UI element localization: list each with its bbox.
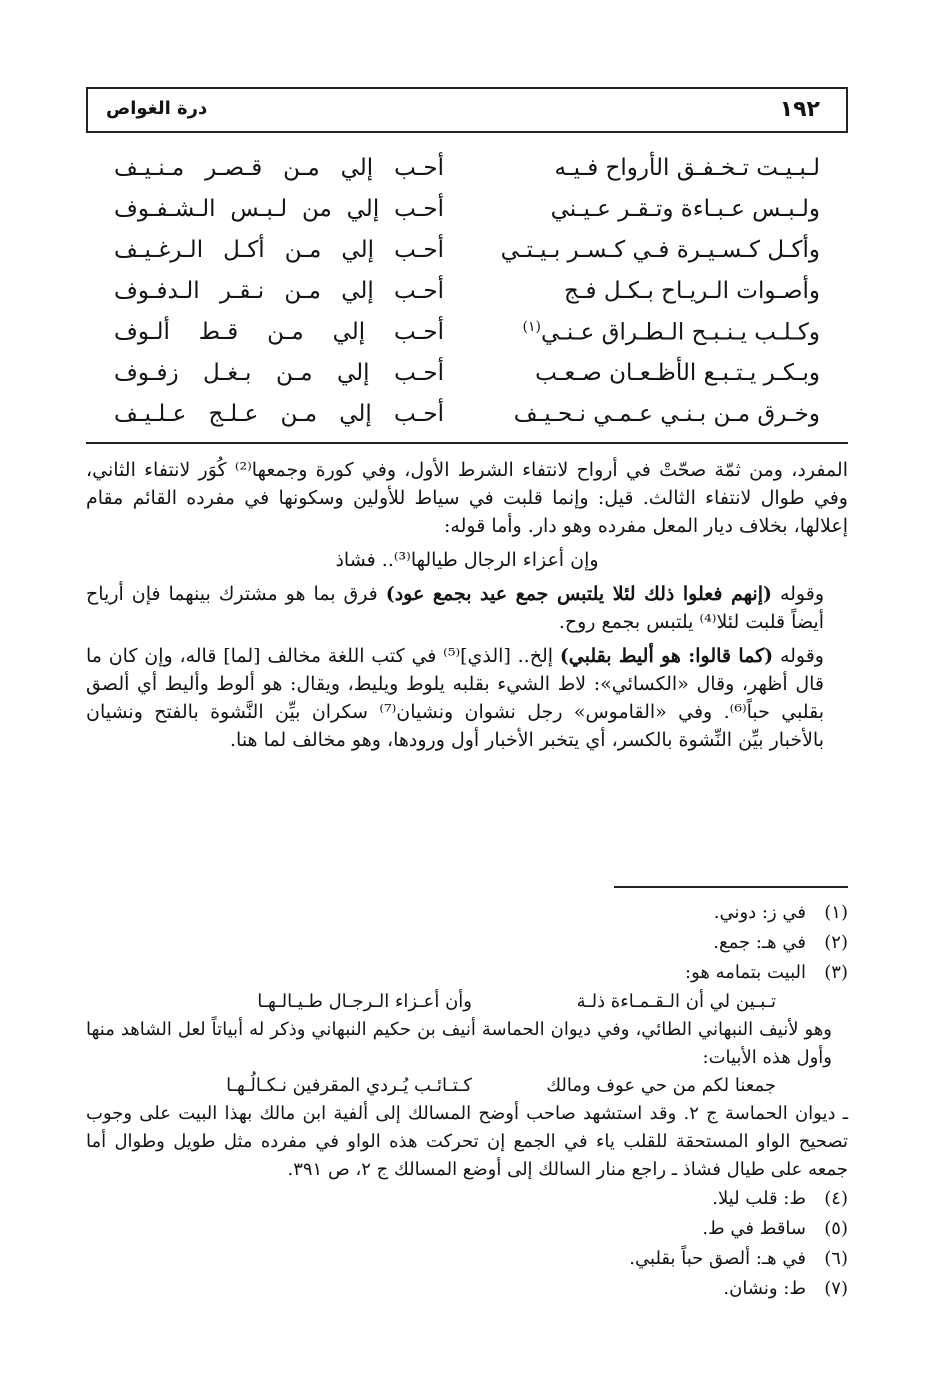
poem-verse: [100, 196, 830, 237]
paragraph-lead: وقوله: [779, 645, 824, 667]
verse-text: وكـلـب يـنـبـح الـطـراق عـنـي: [541, 319, 820, 346]
paragraph: [86, 580, 848, 636]
paragraph-text: فرق بما هو مشترك بينهما فإن أرياح أيضاً قلبت لئلا⁽⁴⁾ يلتبس بجمع روح.: [86, 583, 824, 633]
footnote: [86, 928, 848, 958]
footnote: [86, 958, 848, 988]
footnote: [86, 1244, 848, 1274]
footnote-number: (٥): [824, 1218, 848, 1239]
running-title: درة الغواص: [106, 98, 208, 119]
quoted-verse: وإن أعزاء الرجال طيالها⁽³⁾.. فشاذ: [335, 549, 599, 571]
poem-verse: [100, 237, 830, 278]
quoted-phrase: (كما قالوا: هو أليط بقلبي): [559, 645, 774, 667]
verse-first-hemistich: وبـكـر يـتـبـع الأظـعـان صـعـب: [535, 360, 820, 386]
verse-second-hemistich: أحـب إلي مـن قـط ألـوف: [114, 319, 444, 345]
page-header: [86, 87, 848, 133]
verse-first-hemistich: وأصـوات الـريـاح بـكـل فـج: [563, 278, 820, 304]
verse-first-hemistich: وخـرق مـن بـنـي عـمـي نـحـيـف: [513, 401, 820, 427]
poem-verse: [100, 319, 830, 360]
verse-first-hemistich: تـبـين لي أن الـقـمـاءة ذلـة: [576, 991, 776, 1012]
footnote: [86, 1214, 848, 1244]
footnote-paragraph: ـ ديوان الحماسة ج ٢. وقد استشهد صاحب أوضح المسالك إلى ألفية ابن مالك بهذا البيت على وجوب تصحيح الواو المستحقة للقلب ياء في الجمع إن تحركت هذه الواو في مفرده مثل طويل وطوال أما جمعه على طيال فشاذ ـ راجع منار السالك إلى أوضع المسالك ج ٢، ص ٣٩١.: [86, 1103, 848, 1180]
verse-second-hemistich: أحـب إلي من لـبـس الـشـفـوف: [114, 196, 444, 222]
commentary-text: [86, 456, 848, 760]
verse-second-hemistich: أحـب إلي مـن عـلـج عـلـيـف: [114, 401, 444, 427]
footnote-number: (١): [824, 902, 848, 923]
verse-second-hemistich: أحـب إلي مـن قـصـر مـنـيـف: [114, 155, 444, 181]
poem-verse: [100, 278, 830, 319]
verse-second-hemistich: أحـب إلي مـن أكـل الـرغـيـف: [114, 237, 444, 263]
footnote-verse: [86, 1072, 832, 1100]
footnote-text: البيت بتمامه هو:: [685, 962, 806, 983]
page-number: ١٩٢: [779, 97, 820, 122]
poem-verse: [100, 155, 830, 196]
footnote-number: (٦): [824, 1248, 848, 1269]
footnote-number: (٣): [824, 962, 848, 983]
verse-first-hemistich: جمعنا لكم من حي عوف ومالك: [546, 1075, 776, 1096]
poem-verse: [100, 401, 830, 442]
verse-first-hemistich: وأكـل كـسـيـرة فـي كـسـر بـيـتـي: [500, 237, 820, 263]
verse-first-hemistich: [490, 319, 820, 346]
footnote-marker: (١): [522, 319, 541, 335]
poem-divider: [86, 442, 848, 444]
verse-second-hemistich: أحـب إلي مـن نـقـر الـدفـوف: [114, 278, 444, 304]
footnote: [86, 898, 848, 928]
paragraph-lead: وقوله: [779, 583, 825, 605]
footnote-number: (٢): [824, 932, 848, 953]
paragraph: [86, 642, 848, 754]
footnote-continued: [86, 988, 848, 1100]
footnote-text: في ز: دوني.: [713, 902, 806, 923]
paragraph: المفرد، ومن ثمّة صحّتْ في أرواح لانتفاء الشرط الأول، وفي كورة وجمعها⁽²⁾ كُوَر لانتفاء الثاني، وفي طوال لانتفاء الثالث. قيل: وإنما قلبت في سياط للأولين وسكونها في مفرده القائم مقام إعلالها، بخلاف ديار المعل مفرده وهو دار. وأما قوله:: [86, 459, 848, 537]
footnote-number: (٤): [824, 1188, 848, 1209]
verse-second-hemistich: وأن أعـزاء الـرجـال طـيـالـهـا: [257, 991, 472, 1012]
verse-first-hemistich: لـبـيـت تـخـفـق الأرواح فـيـه: [554, 155, 820, 181]
footnote-text: ط: قلب ليلا.: [712, 1188, 806, 1209]
verse-second-hemistich: كـتـائـب يُـردي المقرفين نـكـالُـهـا: [226, 1075, 472, 1096]
poem: [100, 155, 830, 442]
footnote-body: [86, 988, 848, 1100]
footnote-text: ساقط في ط.: [702, 1218, 806, 1239]
footnote-number: (٧): [824, 1278, 848, 1299]
footnote: [86, 1184, 848, 1214]
footnote: [86, 1274, 848, 1304]
footnote-verse: [86, 988, 832, 1016]
verse-first-hemistich: ولـبـس عـبـاءة وتـقـر عـيـني: [550, 196, 820, 222]
footnote-text: ط: ونشان.: [723, 1278, 806, 1299]
quoted-phrase: (إنهم فعلوا ذلك لئلا يلتبس جمع عيد بجمع عود): [385, 583, 772, 605]
footnote-text: في هـ: جمع.: [713, 932, 806, 953]
footnote-divider: [614, 886, 848, 888]
footnote-text: في هـ: ألصق حباً بقلبي.: [629, 1248, 806, 1269]
paragraph-text: إلخ.. [الذي]⁽⁵⁾ في كتب اللغة مخالف [لما] قاله، وإن كان ما قال أظهر، وقال «الكسائي»: لاط الشيء بقلبه يلوط ويليط، ويقال: هو ألوط وأليط أي ألصق بقلبي حباً⁽⁶⁾. وفي «القاموس» رجل نشوان ونشيان⁽⁷⁾ سكران بيِّن النَّشوة بالفتح ونشيان بالأخبار بيِّن النِّشوة بالكسر، أي يتخبر الأخبار أول ورودها، وهو مخالف لما هنا.: [86, 645, 824, 751]
footnote-paragraph: وهو لأنيف النبهاني الطائي، وفي ديوان الحماسة أنيف بن حكيم النبهاني وذكر له أبياتاً لعل الشاهد منها وأول هذه الأبيات:: [86, 1019, 832, 1068]
poem-verse: [100, 360, 830, 401]
footnote-continued: [86, 1100, 848, 1184]
footnotes: [86, 898, 848, 1304]
verse-second-hemistich: أحـب إلي مـن بـغـل زفـوف: [114, 360, 444, 386]
